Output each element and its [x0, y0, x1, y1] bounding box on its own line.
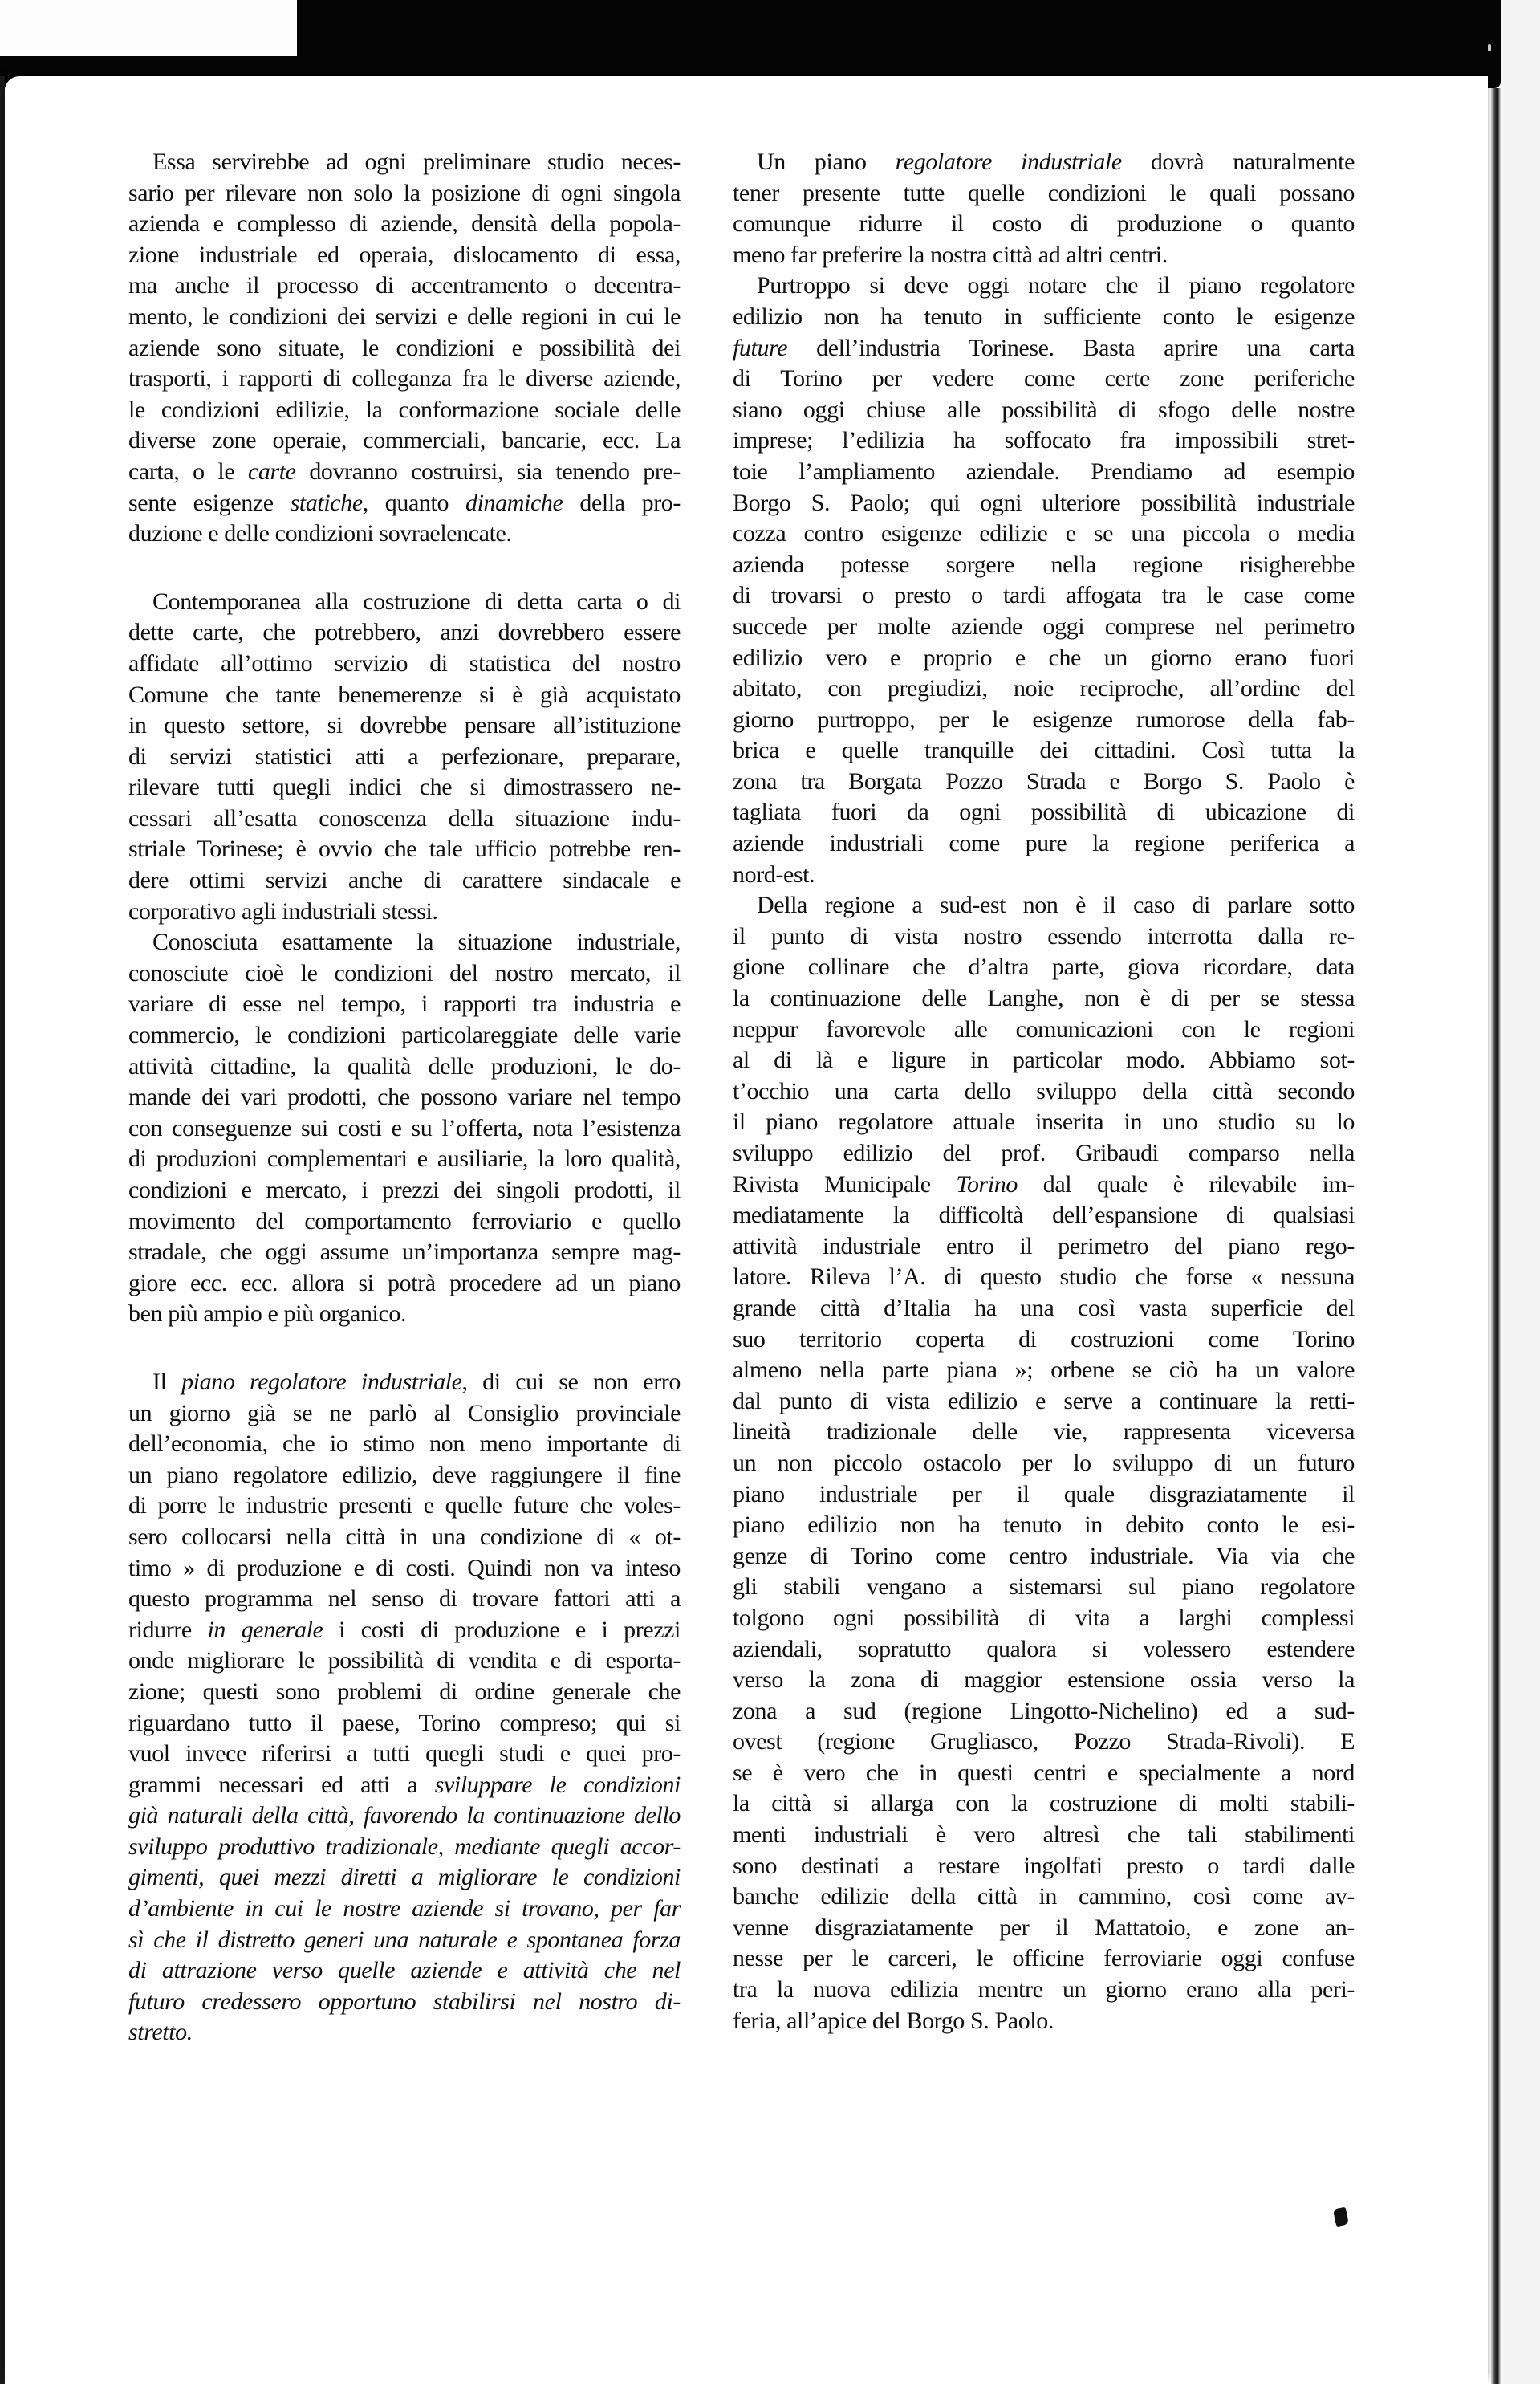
text-run: condizioni e mercato, i prezzi dei singoli prodotti, il [128, 1177, 681, 1203]
italic-text: in generale [207, 1616, 323, 1643]
text-line [733, 1975, 1355, 2006]
text-line [733, 1510, 1355, 1541]
text-run: sono destinati a restare ingolfati presto o tardi dalle [733, 1852, 1355, 1879]
italic-text: future [733, 334, 788, 361]
text-run: Essa servirebbe ad ogni preliminare studio neces- [152, 148, 681, 175]
text-line [128, 1987, 681, 2018]
text-line [128, 710, 681, 742]
text-run: variare di esse nel tempo, i rapporti tra industria e [128, 991, 681, 1018]
text-run: imprese; l’edilizia ha soffocato fra impossibili stret- [733, 427, 1355, 454]
text-line [733, 1634, 1355, 1666]
text-line [733, 1448, 1355, 1479]
text-run: Contemporanea alla costruzione di detta carta o di [152, 588, 681, 615]
text-line [128, 927, 681, 958]
text-run: con conseguenze sui costi e su l’offerta, nota l’esistenza [128, 1114, 681, 1141]
text-run: onde migliorare le possibilità di vendita e di esporta- [128, 1647, 681, 1674]
text-line [733, 1479, 1355, 1511]
text-line [733, 1231, 1355, 1263]
text-line [128, 865, 681, 897]
text-run: mento, le condizioni dei servizi e delle regioni in cui le [128, 303, 681, 330]
text-line [128, 178, 681, 210]
italic-text: gimenti, quei mezzi diretti a migliorare le condizioni [128, 1864, 681, 1891]
text-line [128, 1398, 681, 1430]
text-run: un giorno già se ne parlò al Consiglio provinciale [128, 1399, 681, 1426]
text-run: latore. Rileva l’A. di questo studio che forse « nessuna [733, 1263, 1355, 1291]
text-line [128, 772, 681, 803]
text-line [733, 209, 1355, 240]
text-line [128, 395, 681, 426]
text-run: di servizi statistici atti a perfezionare, preparare, [128, 742, 681, 770]
text-line [733, 1851, 1355, 1882]
text-run: rilevare tutti quegli indici che si dimostrassero ne- [128, 774, 681, 801]
text-line [733, 271, 1355, 302]
text-run: della pro- [563, 489, 681, 516]
text-line [128, 1522, 681, 1553]
text-run: al di là e ligure in particolar modo. Abbiamo sot- [733, 1047, 1355, 1074]
text-run: conosciute cioè le condizioni del nostro mercato, il [128, 959, 681, 987]
text-line [733, 147, 1355, 178]
text-line [733, 1788, 1355, 1820]
text-line [733, 457, 1355, 488]
text-run: grammi necessari ed atti a [128, 1771, 435, 1798]
italic-text: regolatore industriale [895, 148, 1122, 175]
text-column-right [733, 147, 1355, 2036]
text-line [733, 550, 1355, 581]
text-run: duzione e delle condizioni sovraelencate. [128, 520, 512, 547]
text-run: questo programma nel senso di trovare fattori atti a [128, 1585, 681, 1613]
paragraph [128, 147, 681, 550]
text-line [733, 1696, 1355, 1727]
paragraph [733, 271, 1355, 890]
text-line [128, 271, 681, 302]
text-run: meno far preferire la nostra città ad altri centri. [733, 241, 1168, 268]
text-run: almeno nella parte piana »; orbene se ciò ha un valore [733, 1357, 1355, 1384]
text-line [128, 1429, 681, 1460]
text-run: suo territorio coperta di costruzioni come Torino [733, 1325, 1355, 1353]
text-line [733, 797, 1355, 828]
text-run: aziende industriali come pure la regione periferica a [733, 830, 1355, 857]
text-run: di trovarsi o presto o tardi affogata tra le case come [733, 582, 1355, 609]
text-line [733, 1943, 1355, 1975]
text-run: giorno purtroppo, per le esigenze rumorose della fab- [733, 706, 1355, 733]
text-run: il punto di vista nostro essendo interrotta dalla re- [733, 922, 1355, 950]
text-run: mediatamente la difficoltà dell’espansione di qualsiasi [733, 1202, 1355, 1229]
text-line [733, 1015, 1355, 1046]
text-line [733, 395, 1355, 426]
text-run: zona tra Borgata Pozzo Strada e Borgo S. Paolo è [733, 767, 1355, 795]
text-line [733, 1324, 1355, 1356]
text-run: sviluppo edilizio del prof. Gribaudi comparso nella [733, 1140, 1355, 1166]
text-run: Conosciuta esattamente la situazione industriale, [152, 929, 681, 956]
text-run: , quanto [362, 489, 466, 516]
italic-text: Torino [956, 1170, 1018, 1198]
text-run: stradale, che oggi assume un’importanza sempre mag- [128, 1239, 681, 1266]
text-run: vuol invece riferirsi a tutti quegli studi e quei pro- [128, 1740, 681, 1768]
text-column-left [128, 147, 681, 2048]
text-line [128, 488, 681, 519]
text-run: striale Torinese; è ovvio che tale ufficio potrebbe ren- [128, 836, 681, 863]
text-run: un non piccolo ostacolo per lo sviluppo di un futuro [733, 1449, 1355, 1476]
text-line [733, 364, 1355, 395]
text-run: le condizioni edilizie, la conformazione sociale delle [128, 396, 681, 423]
text-run: dovrà naturalmente [1121, 148, 1355, 175]
text-run: se è vero che in questi centri e specialmente a nord [733, 1759, 1355, 1786]
text-line [733, 1913, 1355, 1944]
text-line [733, 1603, 1355, 1634]
text-run: gione collinare che d’altra parte, giova ricordare, data [733, 954, 1355, 981]
text-line [128, 1894, 681, 1925]
text-line [128, 364, 681, 395]
text-run: neppur favorevole alle comunicazioni con le regioni [733, 1015, 1355, 1043]
text-run: corporativo agli industriali stessi. [128, 897, 438, 925]
text-run: tolgono ogni possibilità di vita a larghi complessi [733, 1604, 1355, 1631]
text-run: Un piano [757, 148, 896, 175]
text-line [733, 1045, 1355, 1076]
text-line [128, 1677, 681, 1708]
text-line [128, 1646, 681, 1677]
text-run: mande dei vari prodotti, che possono variare nel tempo [128, 1084, 681, 1111]
text-line [733, 2006, 1355, 2037]
text-run: ben più ampio e più organico. [128, 1300, 407, 1328]
text-run: movimento del comportamento ferroviario e quello [128, 1207, 681, 1235]
italic-text: stretto. [128, 2019, 193, 2046]
text-run: piano industriale per il quale disgraziatamente il [733, 1480, 1355, 1507]
text-run: dell’industria Torinese. Basta aprire una carta [787, 334, 1355, 361]
text-line [733, 828, 1355, 860]
text-line [128, 649, 681, 680]
text-run: Comune che tante benemerenze si è già acquistato [128, 681, 681, 708]
text-run: menti industriali è vero altresì che tali stabilimenti [733, 1821, 1355, 1849]
text-line [128, 240, 681, 271]
text-line [128, 333, 681, 364]
text-run: la continuazione delle Langhe, non è di per se stessa [733, 985, 1355, 1012]
text-line [128, 1584, 681, 1615]
text-run: di Torino per vedere come certe zone periferiche [733, 365, 1355, 393]
italic-text: già naturali della città, favorendo la continuazione dello [128, 1802, 681, 1829]
text-line [733, 178, 1355, 210]
text-run: grande città d’Italia ha una così vasta superficie del [733, 1294, 1355, 1321]
text-run: di produzioni complementari e ausiliarie, la loro qualità, [128, 1145, 681, 1173]
text-run: aziendali, sopratutto qualora si volessero estendere [733, 1635, 1355, 1662]
text-line [128, 1206, 681, 1238]
text-line [733, 1262, 1355, 1293]
text-run: attività cittadine, la qualità delle produzioni, le do- [128, 1052, 681, 1080]
text-run: zione industriale ed operaia, dislocamento di essa, [128, 241, 681, 268]
text-line [128, 1832, 681, 1863]
italic-text: d’ambiente in cui le nostre aziende si trovano, per far [128, 1895, 681, 1922]
text-run: diverse zone operaie, commerciali, bancarie, ecc. La [128, 427, 681, 454]
text-run: sente esigenze [128, 489, 291, 516]
text-line [128, 1367, 681, 1398]
text-run: cessari all’esatta conoscenza della situazione indu- [128, 804, 681, 832]
text-run: dovranno costruirsi, sia tenendo pre- [295, 458, 681, 485]
text-run: edilizio non ha tenuto in sufficiente conto le esigenze [733, 303, 1355, 330]
text-line [733, 612, 1355, 643]
text-line [733, 1386, 1355, 1418]
text-run: di porre le industrie presenti e quelle future che voles- [128, 1492, 681, 1519]
text-line [128, 617, 681, 649]
text-run: nesse per le carceri, le officine ferroviarie oggi confuse [733, 1945, 1355, 1972]
text-line [128, 1862, 681, 1894]
text-line [128, 1175, 681, 1206]
text-line [733, 580, 1355, 612]
text-run: lineità tradizionale delle vie, rappresenta viceversa [733, 1418, 1355, 1446]
text-line [733, 488, 1355, 519]
text-line [128, 1491, 681, 1522]
text-run: piano edilizio non ha tenuto in debito conto le esi- [733, 1511, 1355, 1539]
text-line [733, 240, 1355, 271]
text-line [733, 1572, 1355, 1603]
text-line [733, 1355, 1355, 1386]
paragraph [128, 1367, 681, 2048]
text-line [733, 860, 1355, 891]
text-run: trasporti, i rapporti di colleganza fra le diverse aziende, [128, 365, 681, 393]
text-run: ridurre [128, 1616, 208, 1643]
text-run: aziende sono situate, le condizioni e possibilità dei [128, 334, 681, 361]
text-run: Rivista Municipale [733, 1170, 957, 1198]
text-line [733, 705, 1355, 736]
text-line [128, 1460, 681, 1491]
text-run: timo » di produzione e di costi. Quindi non va inteso [128, 1554, 681, 1581]
text-run: venne disgraziatamente per il Mattatoio, e zone an- [733, 1914, 1355, 1941]
text-line [733, 1138, 1355, 1170]
italic-text: sì che il distretto generi una naturale e spontanea forza [128, 1926, 681, 1953]
text-run: , di cui se non erro [461, 1368, 681, 1395]
text-run: ovest (regione Grugliasco, Pozzo Strada-Rivoli). E [733, 1728, 1355, 1755]
text-run: tagliata fuori da ogni possibilità di ubicazione di [733, 799, 1355, 826]
text-line [128, 1113, 681, 1145]
text-run: toie l’ampliamento aziendale. Prendiamo ad esempio [733, 458, 1355, 485]
text-line [733, 1076, 1355, 1108]
text-line [128, 302, 681, 333]
text-line [733, 643, 1355, 674]
text-run: cozza contro esigenze edilizie e se una piccola o media [733, 520, 1355, 547]
scan-margin-right [1501, 0, 1540, 2384]
text-run: in questo settore, si dovrebbe pensare all’istituzione [128, 712, 681, 739]
text-line [128, 519, 681, 550]
text-line [733, 333, 1355, 364]
text-line [128, 1955, 681, 1987]
text-run: attività industriale entro il perimetro del piano rego- [733, 1232, 1355, 1259]
text-line [733, 890, 1355, 921]
text-run: Purtroppo si deve oggi notare che il piano regolatore [757, 272, 1355, 299]
text-line [128, 457, 681, 488]
text-line [128, 147, 681, 178]
text-run: banche edilizie della città in cammino, così come av- [733, 1883, 1355, 1910]
text-line [128, 897, 681, 928]
text-run: giore ecc. ecc. allora si potrà procedere ad un piano [128, 1269, 681, 1296]
text-run: carta, o le [128, 458, 248, 485]
text-line [733, 1758, 1355, 1789]
text-line [128, 1299, 681, 1330]
text-run: nord-est. [733, 860, 815, 888]
text-run: tener presente tutte quelle condizioni le quali possano [733, 179, 1355, 206]
text-run: dere ottimi servizi anche di carattere sindacale e [128, 867, 681, 894]
text-line [733, 1107, 1355, 1138]
text-run: abitato, con pregiudizi, noie reciproche, all’ordine del [733, 675, 1355, 702]
text-run: affidate all’ottimo servizio di statistica del nostro [128, 649, 681, 677]
text-run: dette carte, che potrebbero, anzi dovrebbero essere [128, 619, 681, 646]
text-line [128, 1925, 681, 1956]
text-line [733, 767, 1355, 798]
text-run: zione; questi sono problemi di ordine generale che [128, 1678, 681, 1705]
text-line [128, 742, 681, 773]
text-run: un piano regolatore edilizio, deve raggiungere il fine [128, 1461, 681, 1488]
text-run: gli stabili vengano a sistemarsi sul piano regolatore [733, 1573, 1355, 1601]
text-line [128, 834, 681, 865]
paragraph [733, 890, 1355, 2036]
text-line [128, 680, 681, 711]
text-line [128, 1237, 681, 1268]
text-line [128, 1144, 681, 1175]
text-line [128, 1708, 681, 1739]
text-run: la città si allarga con la costruzione di molti stabili- [733, 1790, 1355, 1817]
scan-speck [1488, 44, 1491, 51]
text-line [128, 425, 681, 457]
text-run: feria, all’apice del Borgo S. Paolo. [733, 2007, 1054, 2034]
text-run: azienda e complesso di aziende, densità della popola- [128, 210, 681, 238]
text-line [128, 1553, 681, 1585]
text-run: tra la nuova edilizia mentre un giorno erano alla peri- [733, 1976, 1355, 2004]
scan-border-right [1491, 88, 1501, 2384]
paragraph [733, 147, 1355, 271]
text-line [733, 1882, 1355, 1913]
text-run: sario per rilevare non solo la posizione di ogni singola [128, 179, 681, 206]
italic-text: sviluppo produttivo tradizionale, mediante quegli accor- [128, 1833, 681, 1860]
text-line [733, 302, 1355, 333]
text-run: dal punto di vista edilizio e serve a continuare la retti- [733, 1387, 1355, 1414]
italic-text: futuro credessero opportuno stabilirsi nel nostro di- [128, 1987, 681, 2015]
text-run: Il [152, 1368, 182, 1395]
text-line [128, 587, 681, 618]
text-run: il piano regolatore attuale inserita in uno studio su lo [733, 1109, 1355, 1136]
text-line [733, 1293, 1355, 1324]
text-run: zona a sud (regione Lingotto-Nichelino) ed a sud- [733, 1697, 1355, 1724]
text-run: succede per molte aziende oggi comprese nel perimetro [733, 612, 1355, 640]
paragraph [128, 927, 681, 1330]
text-line [733, 983, 1355, 1015]
text-line [128, 989, 681, 1020]
text-line [733, 1170, 1355, 1201]
text-run: brica e quelle tranquille dei cittadini. Così tutta la [733, 737, 1355, 764]
text-run: azienda potesse sorgere nella regione risigherebbe [733, 551, 1355, 578]
text-line [128, 1800, 681, 1832]
text-line [128, 1770, 681, 1801]
text-line [733, 673, 1355, 705]
text-line [128, 803, 681, 835]
text-run: comunque ridurre il costo di produzione o quanto [733, 210, 1355, 238]
text-line [128, 1020, 681, 1052]
text-line [733, 1200, 1355, 1231]
text-run: genze di Torino come centro industriale. Via via che [733, 1542, 1355, 1569]
text-run: siano oggi chiuse alle possibilità di sfogo delle nostre [733, 396, 1355, 423]
text-line [733, 735, 1355, 767]
text-line [733, 1417, 1355, 1448]
text-run: edilizio vero e proprio e che un giorno erano fuori [733, 644, 1355, 671]
text-run: Borgo S. Paolo; qui ogni ulteriore possibilità industriale [733, 489, 1355, 516]
italic-text: sviluppare le condizioni [434, 1771, 681, 1798]
text-line [128, 209, 681, 240]
text-run: riguardano tutto il paese, Torino compreso; qui si [128, 1709, 681, 1736]
text-run: dell’economia, che io stimo non meno importante di [128, 1430, 681, 1458]
text-run: t’occhio una carta dello sviluppo della città secondo [733, 1077, 1355, 1105]
text-run: ma anche il processo di accentramento o decentra- [128, 272, 681, 299]
text-run: sero collocarsi nella città in una condizione di « ot- [128, 1523, 681, 1550]
text-line [128, 1082, 681, 1113]
text-line [733, 1820, 1355, 1851]
scan-border-top [297, 0, 1501, 88]
text-line [733, 952, 1355, 983]
italic-text: statiche [290, 489, 363, 516]
text-run: i costi di produzione e i prezzi [323, 1616, 681, 1643]
italic-text: piano regolatore industriale [181, 1368, 462, 1395]
text-line [733, 1727, 1355, 1758]
text-line [733, 1541, 1355, 1572]
text-line [733, 921, 1355, 953]
text-line [733, 1665, 1355, 1696]
italic-text: dinamiche [465, 489, 563, 516]
text-line [733, 519, 1355, 550]
italic-text: di attrazione verso quelle aziende e attività che nel [128, 1957, 681, 1984]
text-run: Della regione a sud-est non è il caso di parlare sotto [757, 892, 1355, 919]
text-line [128, 1268, 681, 1300]
text-line [128, 2017, 681, 2048]
text-run: verso la zona di maggior estensione ossia verso la [733, 1666, 1355, 1694]
italic-text: carte [247, 458, 296, 485]
paragraph [128, 587, 681, 928]
scan-margin-top-left [0, 0, 297, 56]
text-run: dal quale è rilevabile im- [1017, 1170, 1355, 1198]
text-line [733, 425, 1355, 457]
text-line [128, 1739, 681, 1770]
text-run: commercio, le condizioni particolareggiate delle varie [128, 1022, 681, 1049]
text-line [128, 1052, 681, 1083]
text-line [128, 958, 681, 990]
text-line [128, 1615, 681, 1646]
